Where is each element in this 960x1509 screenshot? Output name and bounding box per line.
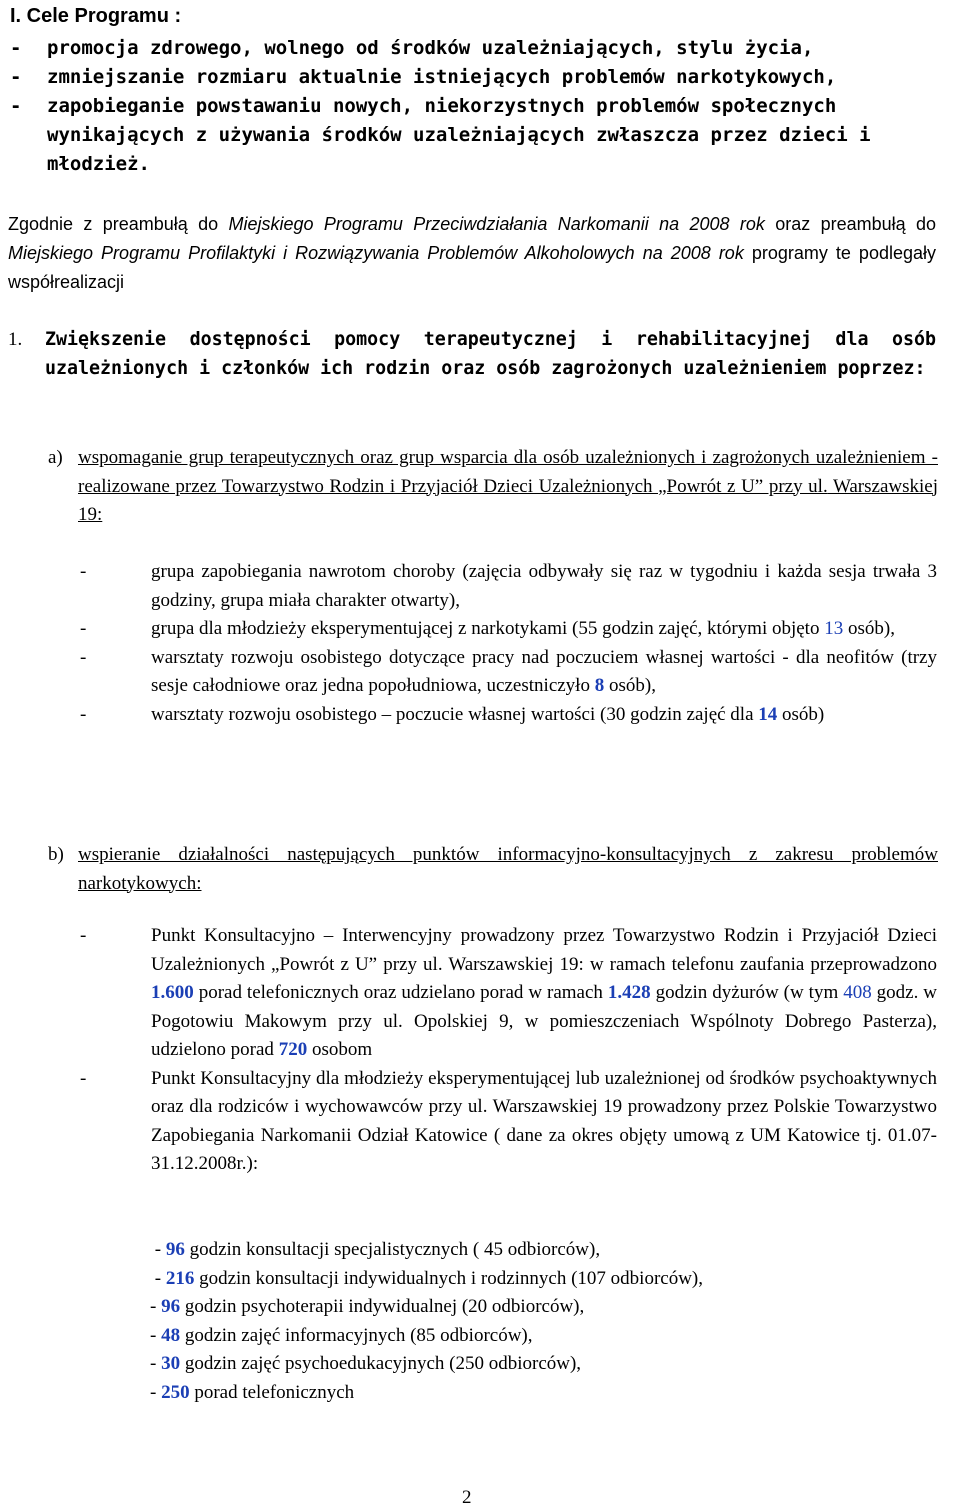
subsection-letter: a) (48, 447, 63, 468)
program-title-alcohol: Miejskiego Programu Profilaktyki i Rozwiązywania Problemów Alkoholowych na 2008 rok (8, 243, 744, 263)
page-number: 2 (462, 1487, 472, 1508)
count-value: 1.600 (151, 982, 194, 1003)
consultation-points-list (80, 922, 937, 1179)
count-value: 216 (165, 1267, 195, 1289)
stat-item: - 96 godzin konsultacji specjalistycznych ( 45 odbiorców), (150, 1239, 601, 1260)
goal-text: zapobieganie powstawaniu nowych, niekorzystnych problemów społecznych wynikających z używania środków uzależniających zwłaszcza przez dzieci i młodzież. (47, 95, 871, 175)
list-item: - warsztaty rozwoju osobistego dotyczące pracy nad poczuciem własnej wartości - dla neofitów (trzy sesje całodniowe oraz jedna popołudniowa, uczestniczyło 8 osób), (80, 646, 937, 696)
count-value: 8 (594, 675, 605, 696)
goal-text: promocja zdrowego, wolnego od środków uzależniających, stylu życia, (47, 37, 814, 59)
count-value: 30 (161, 1353, 181, 1374)
subsection-a-title: wspomaganie grup terapeutycznych oraz grup wsparcia dla osób uzależnionych i zagrożonych uzależnieniem - realizowane przez Towarzystwo Rodzin i Przyjaciół Dzieci Uzależnionych „Powrót z U” przy ul. (78, 447, 938, 497)
goal-text: zmniejszanie rozmiaru aktualnie istniejących problemów narkotykowych, (47, 66, 837, 88)
goal-item: - zmniejszanie rozmiaru aktualnie istniejących problemów narkotykowych, (10, 66, 837, 88)
stat-item: - 30 godzin zajęć psychoedukacyjnych (250 odbiorców), (150, 1353, 582, 1374)
stat-item: - 250 porad telefonicznych (150, 1381, 355, 1403)
count-value: 13 (824, 618, 844, 639)
count-value: 250 (161, 1381, 190, 1403)
stat-item: - 216 godzin konsultacji indywidualnych i rodzinnych (107 odbiorców), (150, 1267, 704, 1289)
stat-item: - 48 godzin zajęć informacyjnych (85 odbiorców), (150, 1324, 533, 1346)
goal-item: - zapobieganie powstawaniu nowych, niekorzystnych problemów społecznych wynikających z używania środków uzależniających zwłaszcza przez dzieci i młodzież. (10, 95, 871, 175)
count-value: 96 (165, 1239, 185, 1260)
stat-item: - 96 godzin psychoterapii indywidualnej (20 odbiorców), (150, 1296, 585, 1317)
section-title: Zwiększenie dostępności pomocy terapeutycznej i rehabilitacyjnej dla osób uzależnionych i członków ich rodzin oraz osób zagrożonych uzależnieniem poprzez: (45, 329, 936, 379)
intro-paragraph: Zgodnie z preambułą do Miejskiego Programu Przeciwdziałania Narkomanii na 2008 rok oraz preambułą do Miejskiego Programu Profilaktyki i Rozwiązywania Problemów Alkoholowych na 2008 rok programy te podlegały współrealizacji (8, 214, 937, 292)
count-value: 48 (161, 1324, 181, 1346)
list-item: - Punkt Konsultacyjno – Interwencyjny prowadzony przez Towarzystwo Rodzin i Przyjaciół Dzieci Uzależnionych „Powrót z U” przy ul. Warszawskiej 19: w ramach telefonu zaufania przeprowadzono 1.600 porad telefonicznych oraz udzielano porad w ramach 1.428 godzin dyżurów (w tym 408 godz. w Pogotowiu Makowym przy ul. Opolskiej 9, w pomieszczeniach Wspólnoty Dobrego Pasterza), udzielono porad 720 osobom (80, 925, 938, 1060)
section-number: 1. (8, 329, 23, 350)
count-value: 1.428 (607, 982, 651, 1003)
group-activities-list (80, 558, 937, 729)
list-item: - warsztaty rozwoju osobistego – poczucie własnej wartości (30 godzin zajęć dla 14 osób) (80, 703, 825, 725)
list-item: - Punkt Konsultacyjny dla młodzieży eksperymentującej lub uzależnionej od środków psychoaktywnych oraz dla rodziców i wychowawców przy ul. Warszawskiej 19 prowadzony przez Polskie Towarzystwo Zapobiegania Narkomanii Odział Katowice ( dane za okres objęty umową z UM Katowice tj. 01.07-31.12.2008r.): (80, 1067, 937, 1174)
statistics-list (150, 1236, 703, 1407)
count-value: 720 (278, 1039, 308, 1060)
subsection-a: a) wspomaganie grup terapeutycznych oraz grup wsparcia dla osób uzależnionych i zagrożonych uzależnieniem - realizowane przez Towarzystwo Rodzin i Przyjaciół Dzieci Uzależnionych „Powrót z U” przy ul. Warszawskiej 19: (48, 444, 938, 530)
section-heading: I. Cele Programu : (10, 5, 182, 27)
list-item: - grupa dla młodzieży eksperymentującej z narkotykami (55 godzin zajęć, którymi objęto 13 osób), (80, 618, 895, 639)
goals-list (10, 34, 940, 179)
list-item: - grupa zapobiegania nawrotom choroby (zajęcia odbywały się raz w tygodniu i każda sesja trwała 3 godziny, grupa miała charakter otwarty), (80, 561, 937, 611)
count-value: 408 (843, 982, 872, 1003)
program-title-drugs: Miejskiego Programu Przeciwdziałania Narkomanii na 2008 rok (228, 214, 765, 234)
subsection-b-title: wspieranie działalności następujących punktów informacyjno-konsultacyjnych z zakresu problemów narkotykowych: (78, 844, 938, 894)
count-value: 14 (758, 703, 778, 725)
section-1-heading (8, 325, 936, 383)
subsection-b (48, 841, 938, 898)
goal-item: - promocja zdrowego, wolnego od środków uzależniających, stylu życia, (10, 37, 814, 59)
count-value: 96 (161, 1296, 181, 1317)
subsection-letter: b) (48, 844, 64, 865)
